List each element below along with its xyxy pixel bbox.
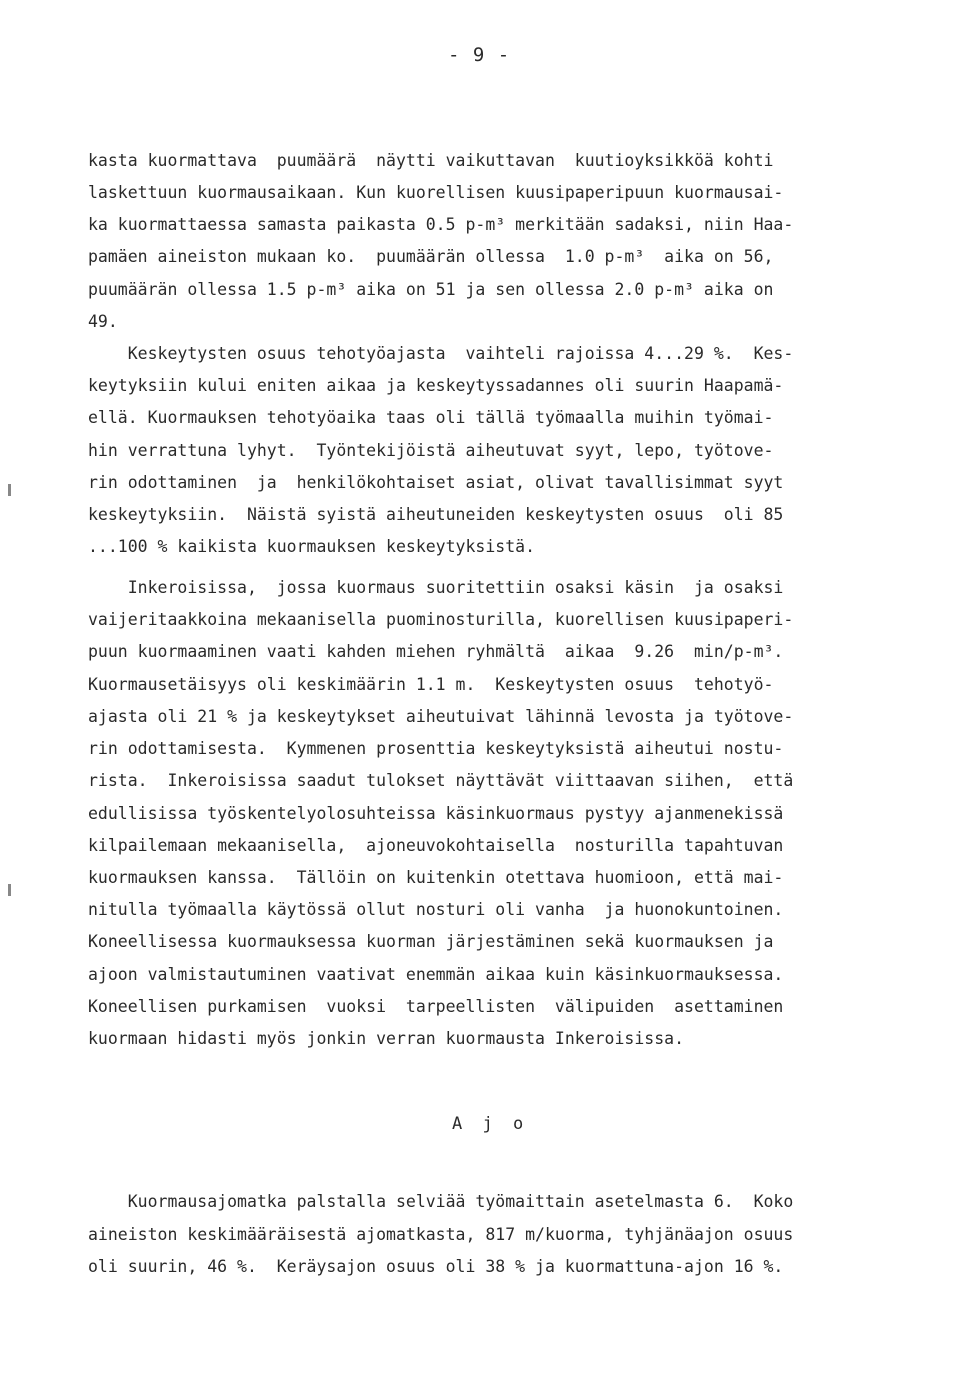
text-line: vaijeritaakkoina mekaanisella puominosturilla, kuorellisen kuusipaperi- xyxy=(88,610,794,629)
page-number: - 9 - xyxy=(448,44,511,66)
text-line: rista. Inkeroisissa saadut tulokset näyttävät viittaavan siihen, että xyxy=(88,771,794,790)
text-line: ajasta oli 21 % ja keskeytykset aiheutuivat lähinnä levosta ja työtove- xyxy=(88,707,794,726)
text-line: rin odottamisesta. Kymmenen prosenttia keskeytyksistä aiheutui nostu- xyxy=(88,739,784,758)
text-line: Inkeroisissa, jossa kuormaus suoritettiin osaksi käsin ja osaksi xyxy=(88,578,784,597)
text-line: laskettuun kuormausaikaan. Kun kuorellisen kuusipaperipuun kuormausai- xyxy=(88,183,784,202)
section-heading: A j o xyxy=(452,1114,529,1134)
text-line: aineiston keskimääräisestä ajomatkasta, 817 m/kuorma, tyhjänäajon osuus xyxy=(88,1225,794,1244)
text-line: Kuormausajomatka palstalla selviää työmaittain asetelmasta 6. Koko xyxy=(88,1192,794,1211)
text-line: oli suurin, 46 %. Keräysajon osuus oli 38 % ja kuormattuna-ajon 16 %. xyxy=(88,1257,784,1276)
margin-mark xyxy=(8,884,11,896)
text-line: keskeytyksiin. Näistä syistä aiheutuneiden keskeytysten osuus oli 85 xyxy=(88,505,784,524)
text-line: nitulla työmaalla käytössä ollut nosturi oli vanha ja huonokuntoinen. xyxy=(88,900,784,919)
text-line: Koneellisessa kuormauksessa kuorman järjestäminen sekä kuormauksen ja xyxy=(88,932,774,951)
text-line: kasta kuormattava puumäärä näytti vaikuttavan kuutioyksikköä kohti xyxy=(88,151,774,170)
text-line: ...100 % kaikista kuormauksen keskeytyksistä. xyxy=(88,537,536,556)
text-line: rin odottaminen ja henkilökohtaiset asiat, olivat tavallisimmat syyt xyxy=(88,473,784,492)
text-line: keytyksiin kului eniten aikaa ja keskeytyssadannes oli suurin Haapamä- xyxy=(88,376,784,395)
text-line: edullisissa työskentelyolosuhteissa käsinkuormaus pystyy ajanmenekissä xyxy=(88,804,784,823)
text-line: Kuormausetäisyys oli keskimäärin 1.1 m. Keskeytysten osuus tehotyö- xyxy=(88,675,774,694)
text-line: ajoon valmistautuminen vaativat enemmän aikaa kuin käsinkuormauksessa. xyxy=(88,965,784,984)
text-line: 49. xyxy=(88,312,118,331)
text-line: kuormaan hidasti myös jonkin verran kuormausta Inkeroisissa. xyxy=(88,1029,685,1048)
text-line: hin verrattuna lyhyt. Työntekijöistä aiheutuvat syyt, lepo, työtove- xyxy=(88,441,774,460)
margin-mark xyxy=(8,484,11,496)
text-line: kilpailemaan mekaanisella, ajoneuvokohtaisella nosturilla tapahtuvan xyxy=(88,836,784,855)
text-line: puun kuormaaminen vaati kahden miehen ryhmältä aikaa 9.26 min/p-m³. xyxy=(88,642,784,661)
text-line: Keskeytysten osuus tehotyöajasta vaihteli rajoissa 4...29 %. Kes- xyxy=(88,344,794,363)
text-line: pamäen aineiston mukaan ko. puumäärän ollessa 1.0 p-m³ aika on 56, xyxy=(88,247,774,266)
text-line: ka kuormattaessa samasta paikasta 0.5 p-m³ merkitään sadaksi, niin Haa- xyxy=(88,215,794,234)
text-line: kuormauksen kanssa. Tällöin on kuitenkin otettava huomioon, että mai- xyxy=(88,868,784,887)
text-line: Koneellisen purkamisen vuoksi tarpeellisten välipuiden asettaminen xyxy=(88,997,784,1016)
text-line: puumäärän ollessa 1.5 p-m³ aika on 51 ja sen ollessa 2.0 p-m³ aika on xyxy=(88,280,774,299)
text-line: ellä. Kuormauksen tehotyöaika taas oli tällä työmaalla muihin työmai- xyxy=(88,408,774,427)
